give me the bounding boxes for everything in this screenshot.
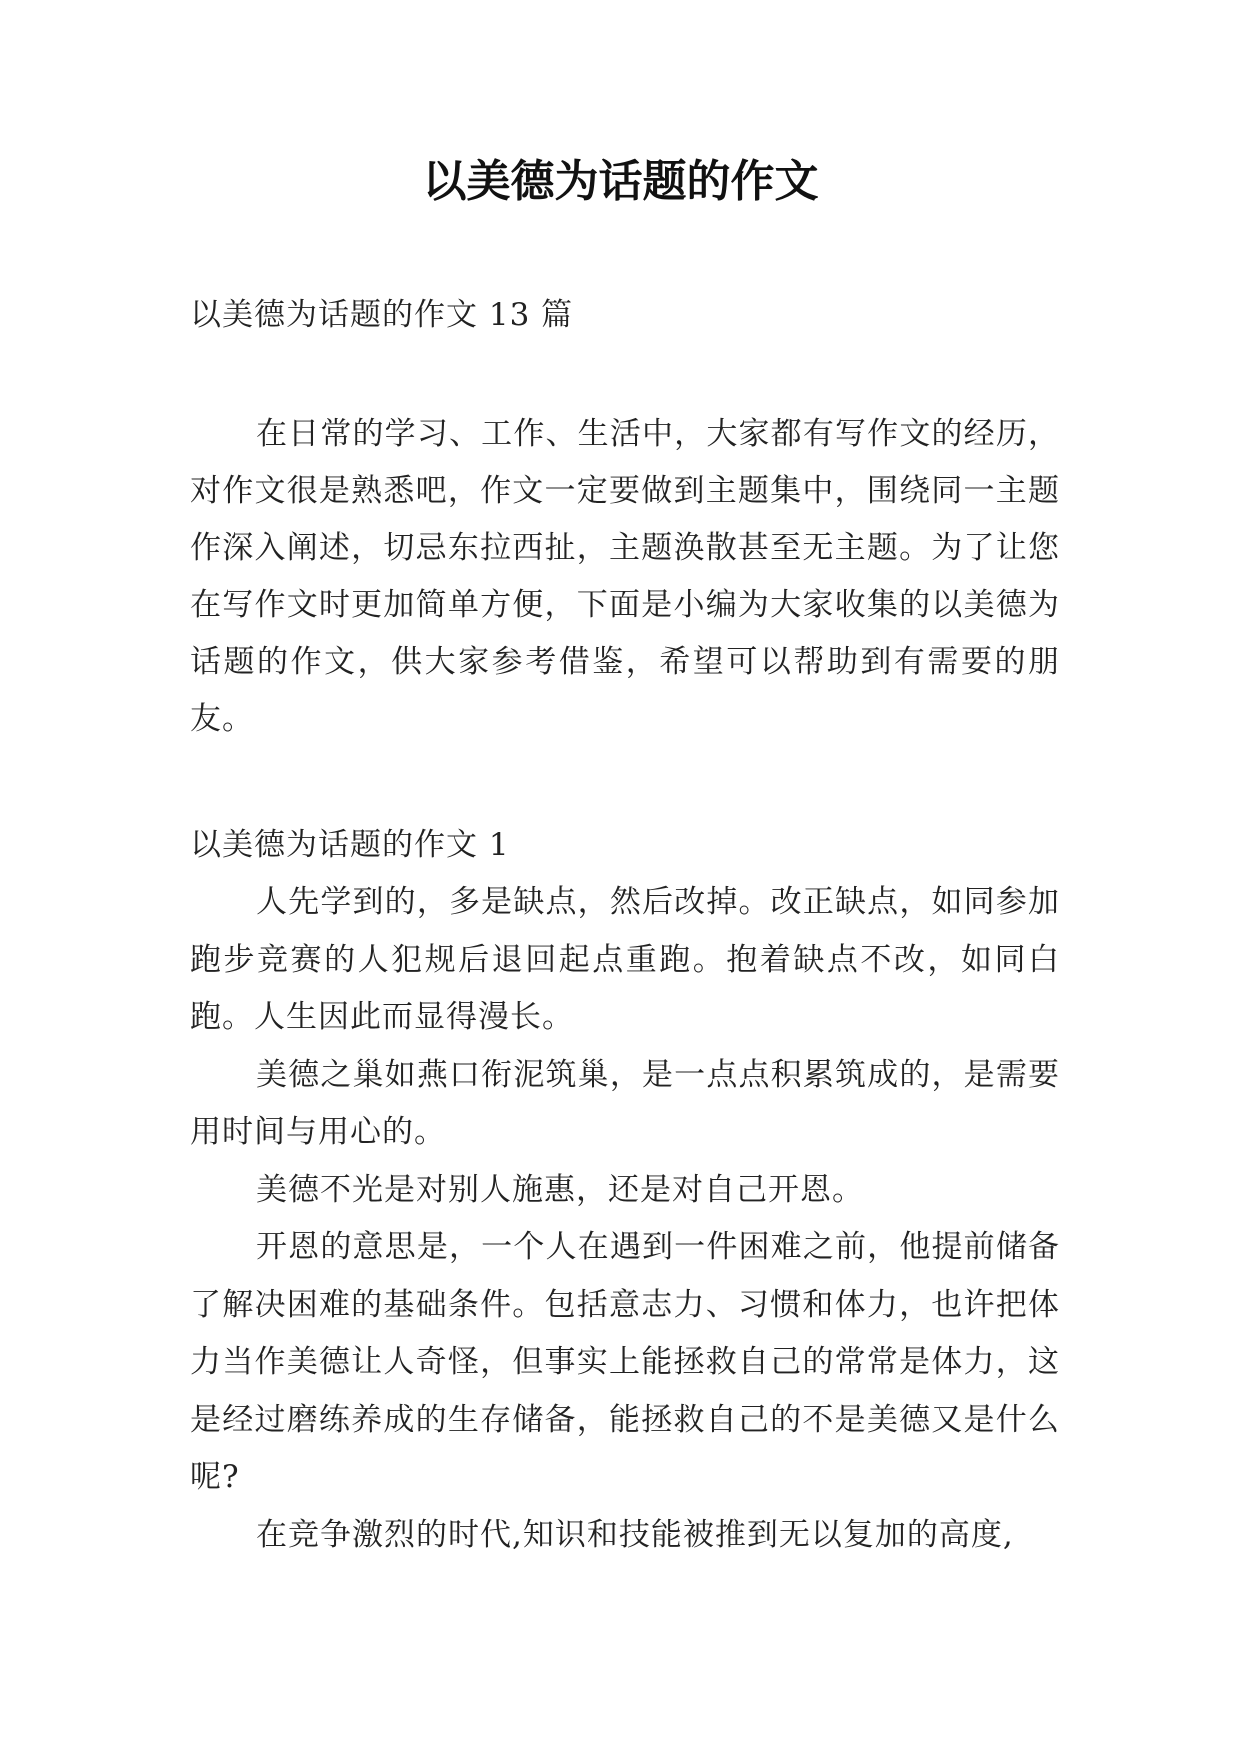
document-title: 以美德为话题的作文	[422, 156, 819, 207]
document-subtitle: 以美德为话题的作文 13 篇	[190, 297, 574, 333]
intro-paragraph: 在日常的学习、工作、生活中，大家都有写作文的经历，对作文很是熟悉吧，作文一定要做到主题集中，围绕同一主题作深入阐述，切忌东拉西扯，主题涣散甚至无主题。为了让您在写作文时更加简单方便，下面是小编为大家收集的以美德为话题的作文，供大家参考借鉴，希望可以帮助到有需要的朋友。	[190, 416, 1060, 737]
section-paragraph: 人先学到的，多是缺点，然后改掉。改正缺点，如同参加跑步竞赛的人犯规后退回起点重跑。抱着缺点不改，如同白跑。人生因此而显得漫长。	[190, 884, 1060, 1035]
section-paragraph: 在竞争激烈的时代,知识和技能被推到无以复加的高度,	[256, 1516, 1014, 1553]
section-paragraph: 美德不光是对别人施惠，还是对自己开恩。	[256, 1171, 864, 1208]
section-heading: 以美德为话题的作文 1	[190, 827, 510, 863]
section-body	[190, 874, 1060, 1564]
section-paragraph: 开恩的意思是，一个人在遇到一件困难之前，他提前储备了解决困难的基础条件。包括意志力、习惯和体力，也许把体力当作美德让人奇怪，但事实上能拯救自己的常常是体力，这是经过磨练养成的生存储备，能拯救自己的不是美德又是什么呢?	[190, 1229, 1060, 1495]
section-paragraph: 美德之巢如燕口衔泥筑巢，是一点点积累筑成的，是需要用时间与用心的。	[190, 1056, 1060, 1150]
